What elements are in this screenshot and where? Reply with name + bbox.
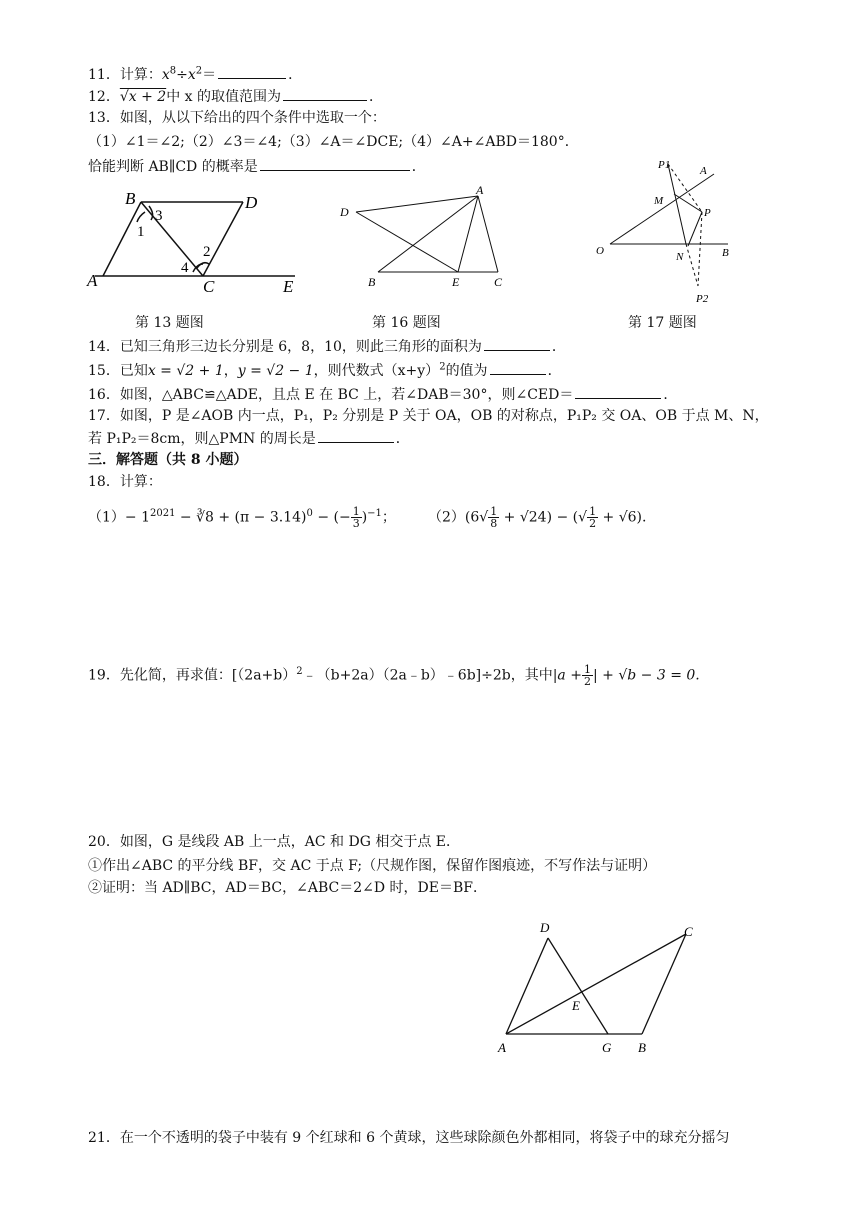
q18-part1-end: ； bbox=[381, 509, 396, 526]
q17-number: 17． bbox=[88, 408, 120, 424]
q15-y-expr: y = √2 − 1 bbox=[237, 363, 314, 379]
q19-exp: 2 bbox=[296, 665, 303, 677]
q18-part1-fraction bbox=[351, 506, 362, 529]
q15-number: 15． bbox=[88, 363, 120, 379]
q18-part2-a: (6√ bbox=[464, 509, 489, 526]
fig13-label-B: B bbox=[125, 189, 136, 208]
fig13-label-D: D bbox=[245, 193, 258, 212]
fig20-label-D: D bbox=[540, 920, 550, 935]
q20-number: 20． bbox=[88, 834, 120, 850]
q12-line bbox=[88, 86, 820, 107]
q19-fraction bbox=[582, 664, 593, 687]
fig17-caption: 第 17 题图 bbox=[628, 315, 697, 331]
q11-exp2: 2 bbox=[195, 65, 203, 77]
q18-part2-f1-num: 1 bbox=[490, 505, 498, 518]
fig13-label-2: 2 bbox=[203, 244, 211, 260]
fig20-label-A: A bbox=[498, 1040, 506, 1055]
fig13-label-C: C bbox=[203, 277, 215, 296]
fig16-label-A: A bbox=[476, 183, 484, 197]
q11-base2: x bbox=[187, 67, 196, 83]
q18-part2-fraction1 bbox=[488, 506, 499, 529]
q15-exp: 2 bbox=[439, 361, 446, 373]
q12-end: ． bbox=[368, 89, 383, 105]
q11-op: ÷ bbox=[176, 67, 188, 83]
fig20-label-G: G bbox=[602, 1040, 612, 1055]
q12-text: 中 x 的取值范围为 bbox=[166, 89, 281, 105]
fig17-label-O: O bbox=[596, 245, 604, 257]
q15-sep: ， bbox=[223, 363, 238, 379]
q13-text: 如图，从以下给出的四个条件中选取一个： bbox=[119, 110, 386, 126]
q19-cond-b: | + √b − 3 = 0. bbox=[592, 667, 700, 684]
q15-text-a: 已知 bbox=[119, 363, 148, 379]
q12-number: 12． bbox=[88, 89, 120, 105]
q11-end: ． bbox=[288, 67, 303, 83]
q18-part1-frac-den: 3 bbox=[352, 517, 360, 530]
q11-answer-blank[interactable] bbox=[218, 64, 286, 79]
q18-part2 bbox=[428, 506, 820, 529]
q18-part1-exp2: 0 bbox=[306, 507, 313, 519]
q14-end: ． bbox=[551, 339, 566, 355]
q18-part1-exp: 2021 bbox=[150, 507, 176, 519]
q18-part1-b: − ∛8 + (π − 3.14) bbox=[175, 509, 307, 526]
q18-part1-a: − 1 bbox=[124, 509, 151, 526]
q16-number: 16． bbox=[88, 387, 120, 403]
q15-line bbox=[88, 360, 820, 381]
fig17-label-P: P bbox=[704, 207, 711, 219]
q16-end: ． bbox=[663, 387, 678, 403]
q20-line3: ②证明：当 AD∥BC，AD＝BC，∠ABC＝2∠D 时，DE＝BF． bbox=[88, 880, 487, 896]
fig13-label-A: A bbox=[87, 271, 98, 290]
q18-part2-f2-num: 1 bbox=[589, 505, 597, 518]
q20-text: 如图，G 是线段 AB 上一点，AC 和 DG 相交于点 E． bbox=[119, 834, 461, 850]
fig17-label-N: N bbox=[676, 251, 684, 263]
q11-exp1: 8 bbox=[169, 65, 177, 77]
q11-number: 11． bbox=[88, 67, 120, 83]
figure-16 bbox=[338, 184, 518, 294]
fig17-label-B: B bbox=[722, 247, 729, 259]
q19-number: 19． bbox=[88, 667, 120, 684]
q21-line bbox=[88, 1128, 820, 1148]
q15-x-expr: x = √2 + 1 bbox=[147, 363, 224, 379]
q16-answer-blank[interactable] bbox=[575, 384, 661, 399]
q21-text: 在一个不透明的袋子中装有 9 个红球和 6 个黄球，这些球除颜色外都相同，将袋子中的球充分摇匀 bbox=[119, 1130, 730, 1146]
q15-text-c: 的值为 bbox=[445, 363, 488, 379]
q13-line2: （1）∠1＝∠2;（2）∠3＝∠4;（3）∠A＝∠DCE;（4）∠A+∠ABD＝180°． bbox=[88, 134, 579, 150]
q14-line bbox=[88, 336, 820, 357]
fig13-label-E: E bbox=[283, 277, 294, 296]
q17-prompt: 若 P₁P₂＝8cm，则△PMN 的周长是 bbox=[88, 431, 316, 447]
q18-part1-exp3: −1 bbox=[367, 507, 382, 519]
q13-line1 bbox=[88, 108, 820, 128]
q18-part2-fraction2 bbox=[587, 506, 598, 529]
q17-end: ． bbox=[395, 431, 410, 447]
q11-eq: ＝ bbox=[202, 67, 217, 83]
q19-frac-den: 2 bbox=[583, 675, 591, 688]
fig16-label-B: B bbox=[368, 275, 376, 289]
fig17-label-A: A bbox=[700, 165, 707, 177]
q16-line bbox=[88, 384, 820, 405]
q20-line1 bbox=[88, 832, 820, 852]
fig16-label-C: C bbox=[494, 275, 503, 289]
q15-end: ． bbox=[547, 363, 562, 379]
fig17-label-M: M bbox=[654, 195, 664, 207]
q16-text: 如图，△ABC≌△ADE，且点 E 在 BC 上，若∠DAB＝30°，则∠CED＝ bbox=[119, 387, 574, 403]
q18-part2-c: + √6). bbox=[598, 509, 647, 526]
q17-answer-blank[interactable] bbox=[318, 428, 394, 443]
q18-part1-frac-num: 1 bbox=[352, 505, 360, 518]
q13-end: ． bbox=[411, 159, 426, 175]
fig20-label-E: E bbox=[572, 998, 580, 1013]
fig20-label-C: C bbox=[684, 924, 693, 939]
q18-number: 18． bbox=[88, 474, 120, 490]
q19-line bbox=[88, 664, 820, 687]
q14-number: 14． bbox=[88, 339, 120, 355]
fig13-caption: 第 13 题图 bbox=[135, 315, 204, 331]
figure-13 bbox=[85, 190, 315, 310]
fig13-label-1: 1 bbox=[137, 224, 145, 240]
q21-number: 21． bbox=[88, 1130, 120, 1146]
fig16-label-D: D bbox=[340, 205, 349, 219]
q18-part1-label: （1） bbox=[88, 509, 125, 526]
q19-text-a: 先化简，再求值：[（2a+b） bbox=[119, 667, 297, 684]
q17-text: 如图，P 是∠AOB 内一点，P₁，P₂ 分别是 P 关于 OA，OB 的对称点，P₁P₂ 交 OA、OB 于点 M、N， bbox=[119, 408, 769, 424]
q18-part2-f2-den: 2 bbox=[589, 517, 597, 530]
q12-answer-blank[interactable] bbox=[283, 86, 367, 101]
fig13-label-4: 4 bbox=[181, 260, 189, 276]
q18-line bbox=[88, 472, 820, 492]
q13-answer-blank[interactable] bbox=[260, 156, 410, 171]
q11-text: 计算： bbox=[119, 67, 162, 83]
q13-prompt: 恰能判断 AB∥CD 的概率是 bbox=[88, 159, 258, 175]
q20-line2: ①作出∠ABC 的平分线 BF，交 AC 于点 F;（尺规作图，保留作图痕迹，不写作法与证明） bbox=[88, 858, 657, 874]
q14-text: 已知三角形三边长分别是 6，8，10，则此三角形的面积为 bbox=[119, 339, 482, 355]
q18-part1-d: ) bbox=[361, 509, 368, 526]
fig17-label-P1: P1 bbox=[658, 159, 671, 171]
q19-frac-num: 1 bbox=[583, 663, 591, 676]
fig17-label-P2: P2 bbox=[696, 293, 709, 305]
q12-radical: √x + 2 bbox=[119, 89, 167, 105]
fig16-label-E: E bbox=[452, 275, 460, 289]
q18-part1-c: − (− bbox=[312, 509, 351, 526]
q17-line1 bbox=[88, 406, 820, 426]
q17-line2 bbox=[88, 428, 820, 449]
q14-answer-blank[interactable] bbox=[484, 336, 550, 351]
q11-line bbox=[88, 64, 820, 85]
q13-number: 13． bbox=[88, 110, 120, 126]
q15-text-b: ，则代数式（x+y） bbox=[313, 363, 440, 379]
q11-base1: x bbox=[161, 67, 170, 83]
q19-cond-a: |a + bbox=[552, 667, 582, 684]
q15-answer-blank[interactable] bbox=[490, 360, 546, 375]
q19-text-b: ﹣（b+2a）（2a﹣b）﹣6b]÷2b，其中 bbox=[302, 667, 553, 684]
fig13-label-3: 3 bbox=[155, 208, 163, 224]
q18-text: 计算： bbox=[119, 474, 162, 490]
q18-part2-b: + √24) − (√ bbox=[499, 509, 588, 526]
q18-part2-label: （2） bbox=[428, 509, 465, 526]
fig16-caption: 第 16 题图 bbox=[372, 315, 441, 331]
figure-17 bbox=[590, 156, 750, 306]
figure-20 bbox=[496, 918, 716, 1058]
fig20-label-B: B bbox=[638, 1040, 646, 1055]
section-3-title: 三．解答题（共 8 小题） bbox=[88, 452, 248, 468]
q18-part2-f1-den: 8 bbox=[490, 517, 498, 530]
